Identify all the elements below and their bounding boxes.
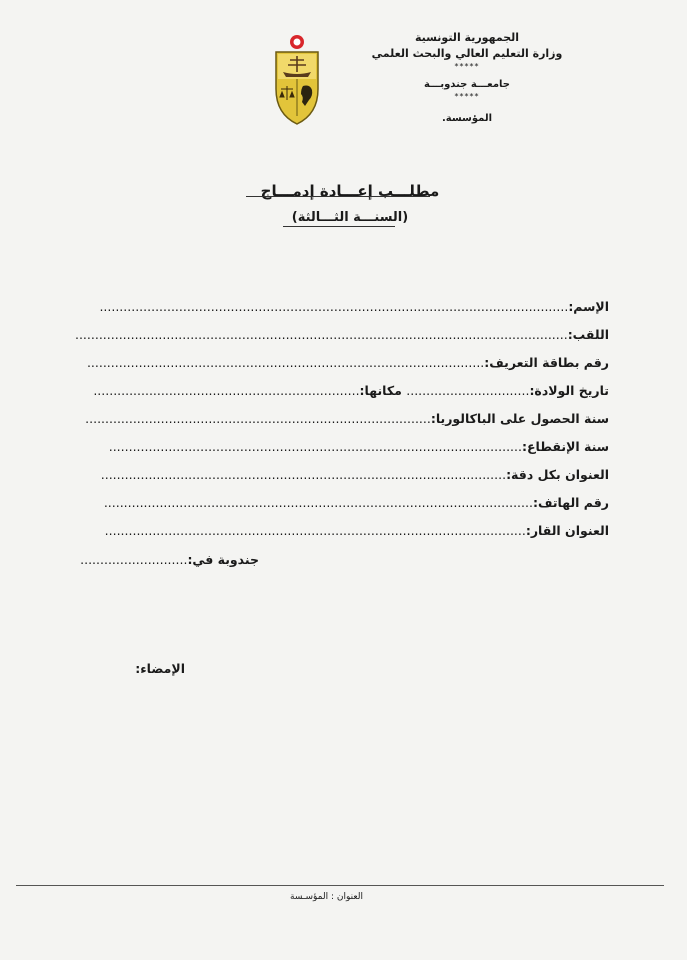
- field-address-label: العنوان بكل دقة:: [506, 467, 609, 482]
- field-birth-place-dots: ...................................................................: [93, 383, 360, 398]
- header-block: [367, 30, 567, 126]
- field-dropout-year-label: سنة الإنقطاع:: [521, 439, 609, 454]
- field-surname-dots: ............................................................................................................................: [74, 327, 568, 342]
- field-dropout-year: [109, 438, 609, 456]
- footer-address: العنوان : المؤسـسة: [290, 892, 363, 902]
- field-bac-year-dots: .......................................................................................: [85, 411, 431, 426]
- field-phone: [104, 494, 609, 512]
- field-name-dots: ......................................................................................................................: [99, 299, 569, 314]
- field-dropout-year-dots: ........................................................................................................: [108, 439, 522, 454]
- ministry-name: وزارة التعليم العالي والبحث العلمي: [371, 47, 563, 60]
- field-permanent-address-label: العنوان القار:: [525, 523, 609, 538]
- field-id-card-dots: ....................................................................................................: [86, 355, 485, 370]
- footer-divider: [16, 885, 664, 886]
- form-subtitle: (السنـــة الثـــالثة): [291, 210, 409, 225]
- signature-label: الإمضاء:: [135, 661, 185, 676]
- title-block: [200, 180, 500, 228]
- field-birth-date-label: تاريخ الولادة:: [529, 383, 609, 398]
- city-date-label: جندوبة في:: [187, 552, 259, 567]
- field-permanent-address: [105, 522, 609, 540]
- field-birth-date: [93, 382, 609, 400]
- republic-name: الجمهورية التونسية: [414, 31, 520, 44]
- field-surname-label: اللقب:: [567, 327, 609, 342]
- tunisia-coat-of-arms-icon: [268, 34, 326, 126]
- form-title: مطلـــب إعـــادة إدمـــاج: [260, 182, 440, 200]
- field-id-card: [87, 354, 609, 372]
- field-name: [99, 298, 609, 316]
- institution-name: المؤسسة.: [441, 113, 493, 124]
- field-surname: [75, 326, 609, 344]
- field-birth-place-label: مكانها:: [359, 383, 402, 398]
- field-bac-year: [85, 410, 609, 428]
- field-id-card-label: رقم بطاقة التعريف:: [484, 355, 609, 370]
- header-stars: *****: [454, 62, 480, 71]
- field-phone-dots: ............................................................................................................: [103, 495, 533, 510]
- subtitle-underline: [283, 226, 395, 227]
- city-date-line: [80, 552, 259, 567]
- field-permanent-address-dots: ..........................................................................................................: [104, 523, 526, 538]
- header-stars-2: *****: [454, 92, 480, 101]
- university-name: جامعـــة جندوبـــة: [424, 79, 510, 90]
- field-address-dots: ......................................................................................................: [100, 467, 507, 482]
- field-phone-label: رقم الهاتف:: [532, 495, 609, 510]
- field-bac-year-label: سنة الحصول على الباكالوريا:: [430, 411, 609, 426]
- field-birth-date-dots: ...............................: [406, 383, 530, 398]
- title-underline: [246, 196, 430, 197]
- field-name-label: الإسم:: [568, 299, 609, 314]
- field-address: [101, 466, 609, 484]
- city-date-dots: ...........................: [80, 552, 188, 567]
